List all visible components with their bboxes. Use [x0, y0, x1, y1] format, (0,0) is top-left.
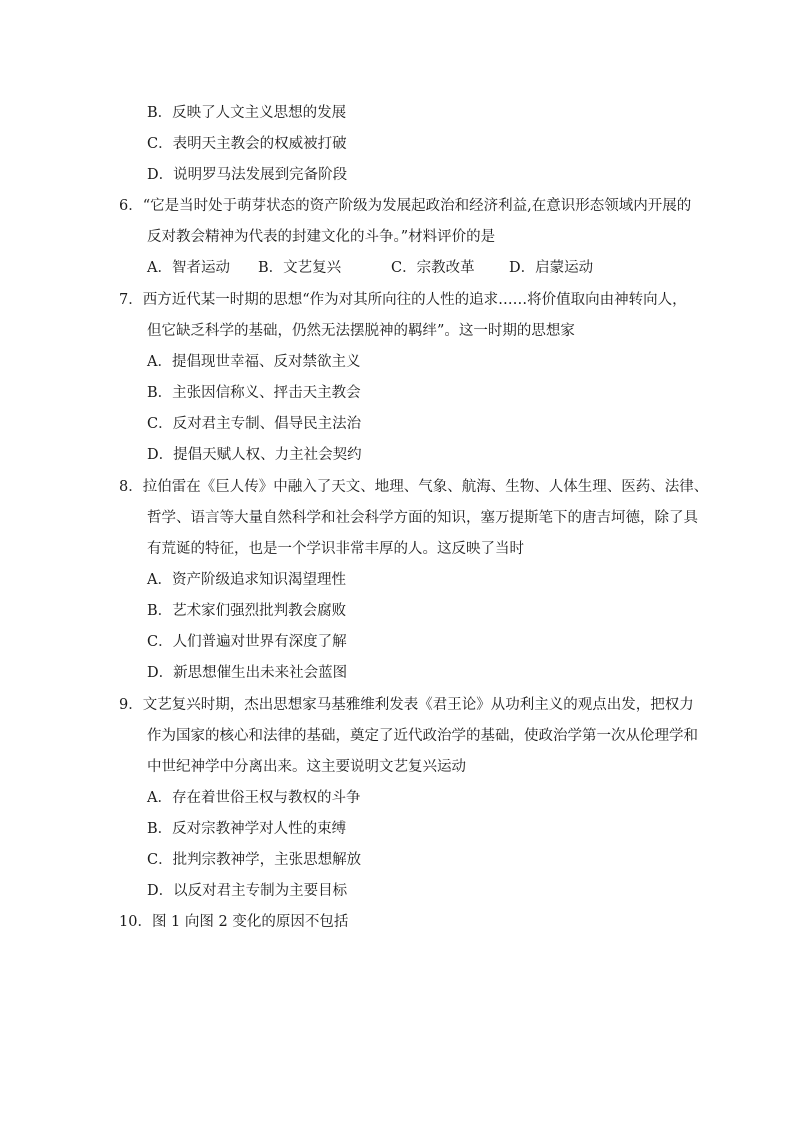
q6-stem-line2: 反对教会精神为代表的封建文化的斗争。”材料评价的是: [147, 229, 496, 245]
q6-option-b: B．文艺复兴: [258, 260, 342, 276]
q6-stem-line1: 6．“它是当时处于萌芽状态的资产阶级为发展起政治和经济利益,在意识形态领域内开展的: [119, 198, 692, 214]
q7-stem-line2: 但它缺乏科学的基础，仍然无法摆脱神的羁绊”。这一时期的思想家: [147, 323, 575, 339]
q10-stem-line1: 10．图 1 向图 2 变化的原因不包括: [119, 914, 349, 930]
q9-option-a: A．存在着世俗王权与教权的斗争: [147, 790, 361, 806]
q9-option-b: B．反对宗教神学对人性的束缚: [147, 821, 347, 837]
q9-stem-line3: 中世纪神学中分离出来。这主要说明文艺复兴运动: [147, 759, 466, 775]
q7-option-a: A．提倡现世幸福、反对禁欲主义: [147, 354, 361, 370]
q7-option-c: C．反对君主专制、倡导民主法治: [147, 416, 362, 432]
q8-option-d: D．新思想催生出未来社会蓝图: [147, 665, 348, 681]
q5-option-d: D．说明罗马法发展到完备阶段: [147, 167, 348, 183]
q9-stem-line2: 作为国家的核心和法律的基础，奠定了近代政治学的基础，使政治学第一次从伦理学和: [147, 728, 698, 744]
q6-option-a: A．智者运动: [147, 260, 230, 276]
q9-option-d: D．以反对君主专制为主要目标: [147, 883, 348, 899]
q7-option-b: B．主张因信称义、抨击天主教会: [147, 385, 361, 401]
q9-option-c: C．批判宗教神学，主张思想解放: [147, 852, 362, 868]
q5-option-c: C．表明天主教会的权威被打破: [147, 136, 347, 152]
q8-option-c: C．人们普遍对世界有深度了解: [147, 634, 347, 650]
q8-option-b: B．艺术家们强烈批判教会腐败: [147, 603, 347, 619]
q6-option-d: D．启蒙运动: [509, 260, 594, 276]
q5-option-b: B．反映了人文主义思想的发展: [147, 105, 347, 121]
q6-option-c: C．宗教改革: [391, 260, 475, 276]
q7-option-d: D．提倡天赋人权、力主社会契约: [147, 447, 362, 463]
q7-stem-line1: 7．西方近代某一时期的思想“作为对其所向往的人性的追求……将价值取向由神转向人，: [119, 292, 687, 308]
q8-stem-line2: 哲学、语言等大量自然科学和社会科学方面的知识，塞万提斯笔下的唐吉坷德，除了具: [147, 510, 698, 526]
q8-option-a: A．资产阶级追求知识渴望理性: [147, 572, 346, 588]
q8-stem-line3: 有荒诞的特征，也是一个学识非常丰厚的人。这反映了当时: [147, 541, 524, 557]
q8-stem-line1: 8．拉伯雷在《巨人传》中融入了天文、地理、气象、航海、生物、人体生理、医药、法律、: [119, 479, 709, 495]
q9-stem-line1: 9．文艺复兴时期，杰出思想家马基雅维利发表《君王论》从功利主义的观点出发，把权力: [119, 697, 694, 713]
